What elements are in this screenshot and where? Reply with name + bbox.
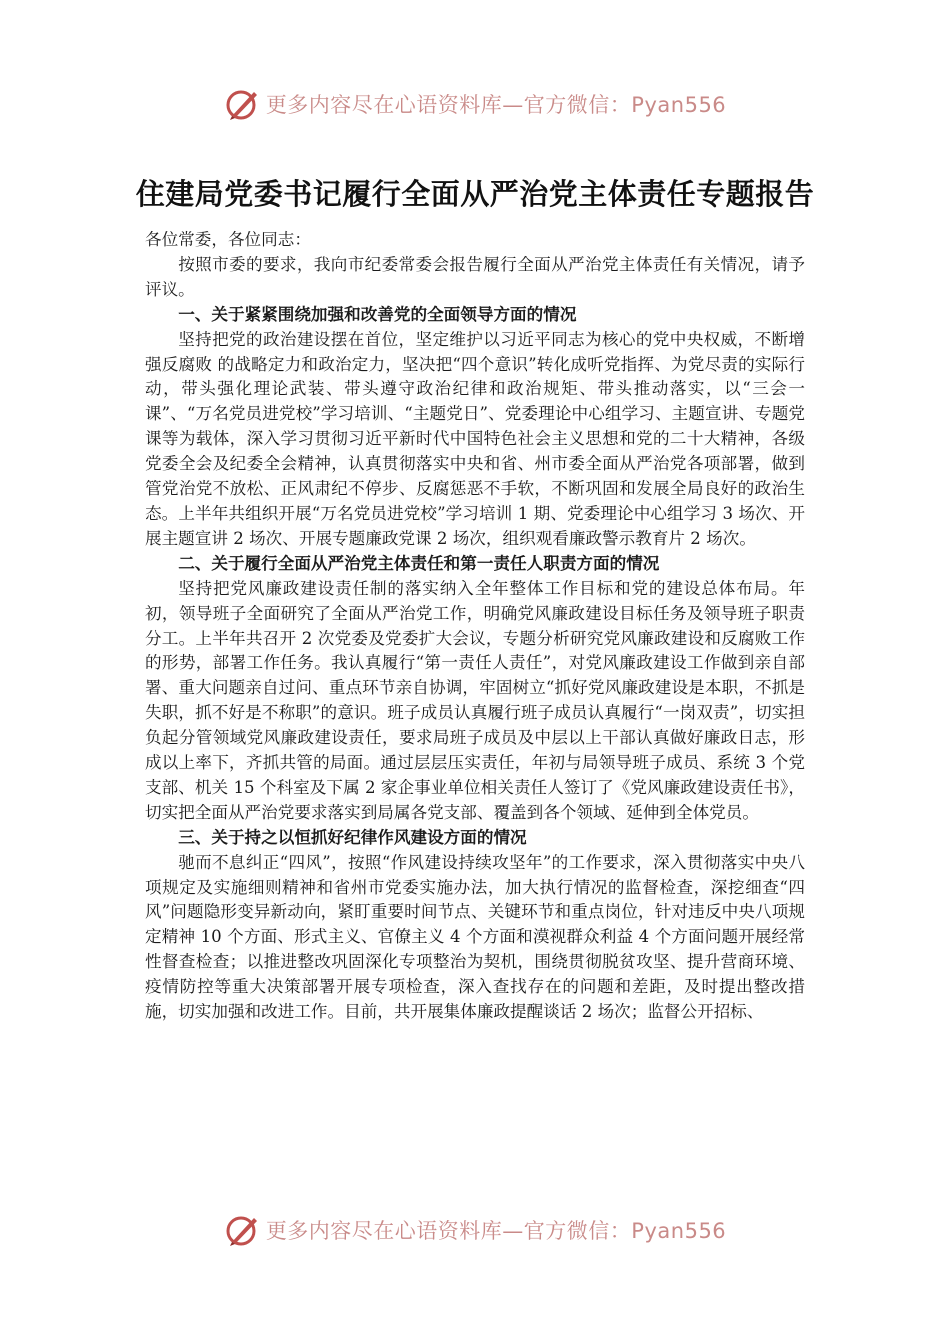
document-body	[145, 228, 805, 1025]
section-heading-2: 二、关于履行全面从严治党主体责任和第一责任人职责方面的情况	[178, 553, 660, 573]
watermark-text: 更多内容尽在心语资料库—官方微信：Pyan556	[265, 1219, 727, 1243]
pen-logo-icon	[224, 1212, 260, 1248]
pen-logo-icon	[224, 86, 260, 122]
watermark-banner-bottom	[0, 1210, 950, 1250]
section-body-3: 驰而不息纠正“四风”，按照“作风建设持续攻坚年”的工作要求，深入贯彻落实中央八项规定及实施细则精神和省州市党委实施办法，加大执行情况的监督检查，深挖细查“四风”问题隐形变异新动向，紧盯重要时间节点、关键环节和重点岗位，针对违反中央八项规定精神 10 个方面、形式主义、官僚主义 4 个方面和漠视群众利益 4 个方面问题开展经常性督查检查；以推进整改巩固深化专项整治为契机，围绕贯彻脱贫攻坚、提升营商环境、疫情防控等重大决策部署开展专项检查，深入查找存在的问题和差距，及时提出整改措施，切实加强和改进工作。目前，共开展集体廉政提醒谈话 2 场次；监督公开招标、	[145, 852, 805, 1022]
document-title: 住建局党委书记履行全面从严治党主体责任专题报告	[135, 177, 815, 211]
section-heading-1: 一、关于紧紧围绕加强和改善党的全面领导方面的情况	[178, 304, 577, 324]
salutation: 各位常委，各位同志：	[145, 230, 311, 249]
intro-paragraph: 按照市委的要求，我向市纪委常委会报告履行全面从严治党主体责任有关情况，请予评议。	[145, 254, 805, 299]
watermark-banner-top	[0, 84, 950, 124]
section-heading-3: 三、关于持之以恒抓好纪律作风建设方面的情况	[178, 827, 527, 847]
section-body-1: 坚持把党的政治建设摆在首位，坚定维护以习近平同志为核心的党中央权威，不断增强反腐败 的战略定力和政治定力，坚决把“四个意识”转化成听党指挥、为党尽责的实际行动，带头强化理论武装、带头遵守政治纪律和政治规矩、带头推动落实，以“三会一课”、“万名党员进党校”学习培训、“主题党日”、党委理论中心组学习、主题宣讲、专题党课等为载体，深入学习贯彻习近平新时代中国特色社会主义思想和党的二十大精神，各级党委全会及纪委全会精神，认真贯彻落实中央和省、州市委全面从严治党各项部署，做到管党治党不放松、正风肃纪不停步、反腐惩恶不手软，不断巩固和发展全局良好的政治生态。上半年共组织开展“万名党员进党校”学习培训 1 期、党委理论中心组学习 3 场次、开展主题宣讲 2 场次、开展专题廉政党课 2 场次，组织观看廉政警示教育片 2 场次。	[145, 329, 805, 548]
section-body-2: 坚持把党风廉政建设责任制的落实纳入全年整体工作目标和党的建设总体布局。年初，领导班子全面研究了全面从严治党工作，明确党风廉政建设目标任务及领导班子职责分工。上半年共召开 2 次党委及党委扩大会议，专题分析研究党风廉政建设和反腐败工作的形势，部署工作任务。我认真履行“第一责任人责任”，对党风廉政建设工作做到亲自部署、重大问题亲自过问、重点环节亲自协调，牢固树立“抓好党风廉政建设是本职，不抓是失职，抓不好是不称职”的意识。班子成员认真履行班子成员认真履行“一岗双责”，切实担负起分管领域党风廉政建设责任，要求局班子成员及中层以上干部认真做好廉政日志，形成以上率下，齐抓共管的局面。通过层层压实责任，年初与局领导班子成员、系统 3 个党支部、机关 15 个科室及下属 2 家企事业单位相关责任人签订了《党风廉政建设责任书》，切实把全面从严治党要求落实到局属各党支部、覆盖到各个领域、延伸到全体党员。	[145, 578, 805, 822]
watermark-text: 更多内容尽在心语资料库—官方微信：Pyan556	[265, 93, 727, 117]
